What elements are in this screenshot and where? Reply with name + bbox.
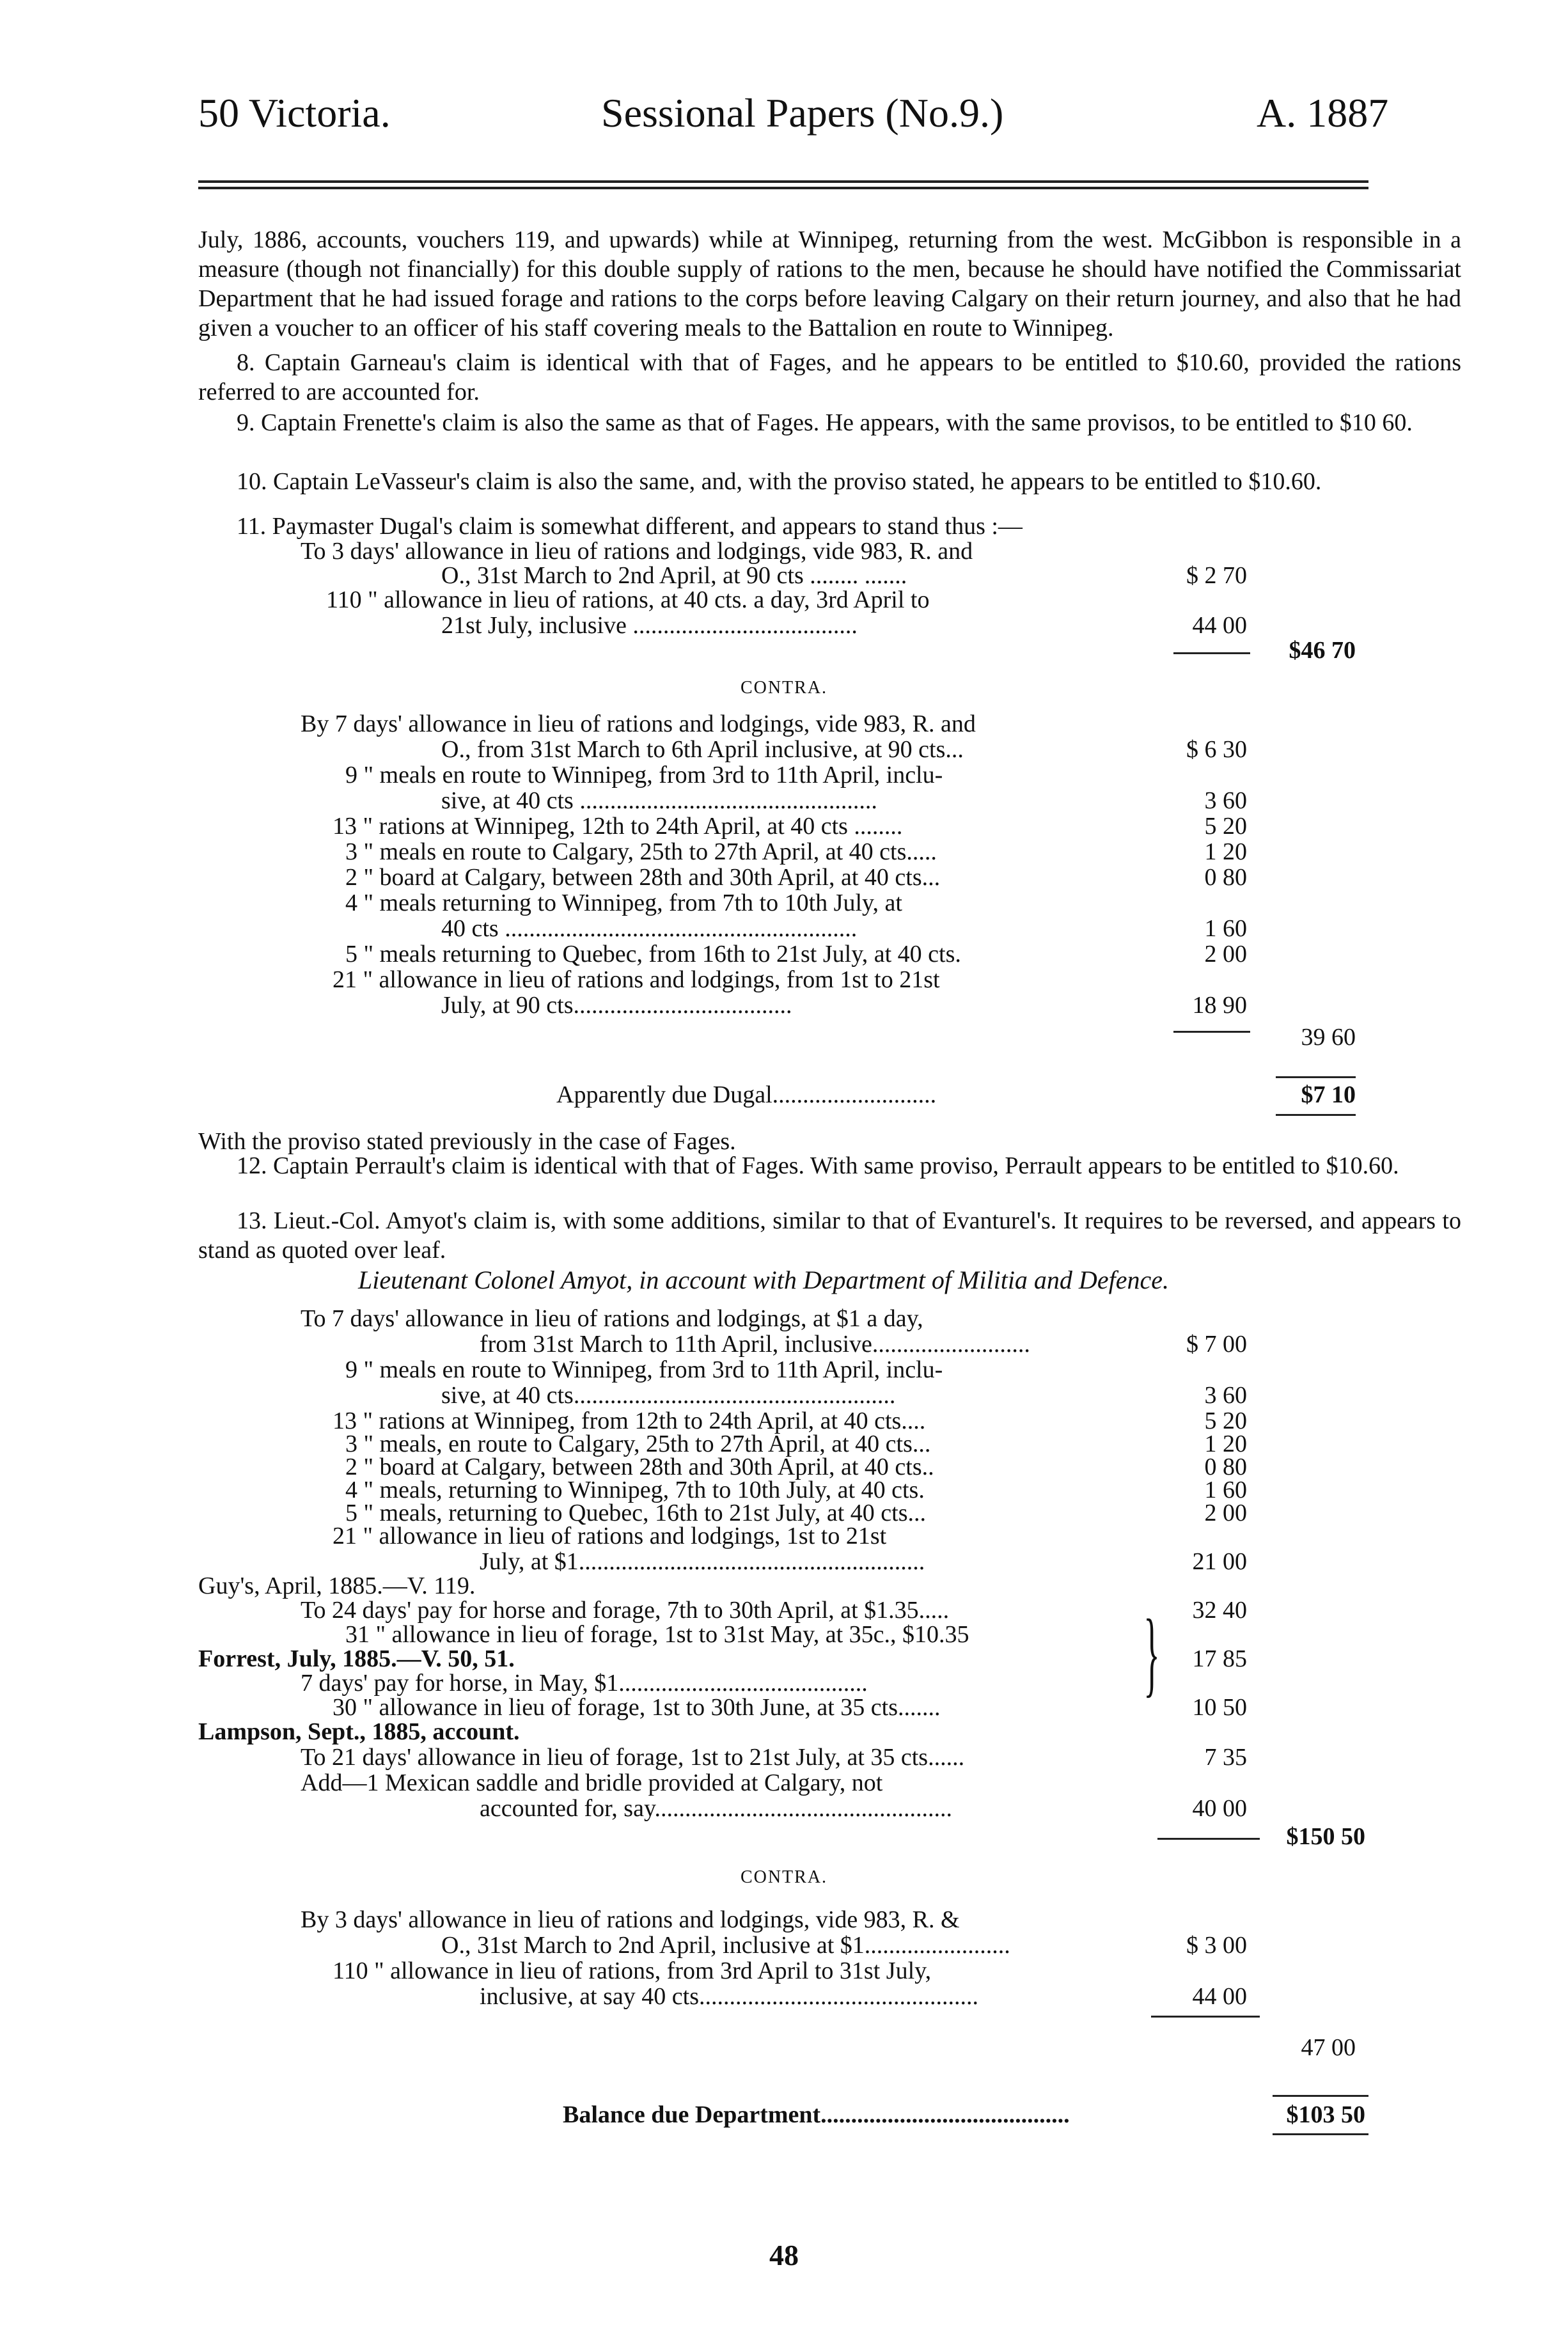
amyot-amount: $ 7 00	[1186, 1331, 1247, 1358]
header-right: A. 1887	[1257, 90, 1389, 136]
amyot-balance-rule-top	[1273, 2095, 1368, 2097]
amyot-line: To 24 days' pay for horse and forage, 7th to 30th April, at $1.35.....	[301, 1597, 950, 1624]
amyot-contra-line: inclusive, at say 40 cts..............................................	[480, 1983, 978, 2010]
dugal-contra-label: CONTRA.	[740, 678, 828, 698]
dugal-contra-line: 3 " meals en route to Calgary, 25th to 27th April, at 40 cts.....	[345, 838, 937, 865]
amyot-brace: }	[1143, 1600, 1160, 1706]
paragraph-9: 9. Captain Frenette's claim is also the same as that of Fages. He appears, with the same provisos, to be entitled to $10 60.	[237, 409, 1413, 436]
amyot-amount: 1 20	[1204, 1431, 1247, 1457]
dugal-line: To 3 days' allowance in lieu of rations and lodgings, vide 983, R. and	[301, 538, 973, 565]
amyot-amount: 7 35	[1204, 1744, 1247, 1771]
amyot-amount: 32 40	[1192, 1597, 1247, 1624]
dugal-contra-line: sive, at 40 cts .................................................	[441, 787, 877, 814]
dugal-contra-amount: 1 20	[1204, 838, 1247, 865]
dugal-line: 110 " allowance in lieu of rations, at 40 cts. a day, 3rd April to	[326, 586, 930, 613]
dugal-contra-line: 5 " meals returning to Quebec, from 16th to 21st July, at 40 cts.	[345, 941, 961, 968]
amyot-amount: 21 00	[1192, 1548, 1247, 1575]
amyot-line: To 7 days' allowance in lieu of rations and lodgings, at $1 a day,	[301, 1305, 923, 1332]
header-center: Sessional Papers (No.9.)	[601, 90, 1004, 136]
amyot-amount: 17 85	[1192, 1645, 1247, 1672]
amyot-balance-rule-bottom	[1273, 2133, 1368, 2135]
dugal-contra-total: 39 60	[1301, 1024, 1356, 1051]
dugal-contra-amount: 0 80	[1204, 864, 1247, 891]
amyot-contra-line: 110 " allowance in lieu of rations, from 3rd April to 31st July,	[333, 1957, 932, 1984]
dugal-contra-line: 2 " board at Calgary, between 28th and 30th April, at 40 cts...	[345, 864, 941, 891]
header-left: 50 Victoria.	[198, 90, 391, 136]
amyot-source-lampson: Lampson, Sept., 1885, account.	[198, 1718, 520, 1745]
paragraph-8: 8. Captain Garneau's claim is identical with that of Fages, and he appears to be entitled to $10.60, provided the rations referred to are accounted for.	[198, 349, 1461, 405]
amyot-amount: 2 00	[1204, 1500, 1247, 1526]
dugal-contra-line: 13 " rations at Winnipeg, 12th to 24th April, at 40 cts ........	[333, 813, 903, 840]
amyot-line: from 31st March to 11th April, inclusive..........................	[480, 1331, 1030, 1358]
amyot-line: sive, at 40 cts.....................................................	[441, 1382, 896, 1409]
amyot-amount: 5 20	[1204, 1407, 1247, 1434]
amyot-contra-label: CONTRA.	[740, 1867, 828, 1887]
amyot-line: 2 " board at Calgary, between 28th and 30th April, at 40 cts..	[345, 1454, 934, 1480]
amyot-line: 21 " allowance in lieu of rations and lodgings, 1st to 21st	[333, 1523, 887, 1549]
amyot-line: 30 " allowance in lieu of forage, 1st to 30th June, at 35 cts.......	[333, 1694, 941, 1721]
page-number: 48	[769, 2239, 799, 2271]
dugal-due-label: Apparently due Dugal...........................	[556, 1081, 937, 1108]
amyot-amount: 3 60	[1204, 1382, 1247, 1409]
header-rule-bottom	[198, 187, 1368, 189]
amyot-line: 4 " meals, returning to Winnipeg, 7th to 10th July, at 40 cts.	[345, 1477, 925, 1503]
paragraph-10: 10. Captain LeVasseur's claim is also the same, and, with the proviso stated, he appears to be entitled to $10.60.	[237, 468, 1322, 495]
paragraph-11: 11. Paymaster Dugal's claim is somewhat different, and appears to stand thus :—	[237, 513, 1023, 540]
amyot-contra-total: 47 00	[1301, 2034, 1356, 2061]
amyot-total: $150 50	[1286, 1823, 1365, 1850]
amyot-line: 31 " allowance in lieu of forage, 1st to 31st May, at 35c., $10.35	[345, 1621, 969, 1648]
dugal-contra-line: 9 " meals en route to Winnipeg, from 3rd to 11th April, inclu-	[345, 762, 943, 788]
amyot-contra-amount: $ 3 00	[1186, 1932, 1247, 1959]
amyot-amount: 0 80	[1204, 1454, 1247, 1480]
amyot-source-guy: Guy's, April, 1885.—V. 119.	[198, 1572, 476, 1599]
paragraph-continued: July, 1886, accounts, vouchers 119, and upwards) while at Winnipeg, returning from the west. McGibbon is responsible in a measure (though not financially) for this double supply of rations to the men, because he should have notified the Commissariat Department that he had issued forage and rations to the corps before leaving Calgary on their return journey, and also that he had given a voucher to an officer of his staff covering meals to the Battalion en route to Winnipeg.	[198, 226, 1461, 341]
dugal-line: 21st July, inclusive .....................................	[441, 612, 858, 639]
amyot-line: 13 " rations at Winnipeg, from 12th to 24th April, at 40 cts....	[333, 1407, 926, 1434]
dugal-contra-line: 40 cts ..........................................................	[441, 915, 858, 942]
amyot-line: July, at $1.........................................................	[480, 1548, 925, 1575]
amyot-source-forrest: Forrest, July, 1885.—V. 50, 51.	[198, 1645, 515, 1672]
dugal-contra-amount: 18 90	[1192, 992, 1247, 1019]
dugal-contra-amount: $ 6 30	[1186, 736, 1247, 763]
amyot-line: accounted for, say.................................................	[480, 1795, 952, 1822]
dugal-contra-amount: 3 60	[1204, 787, 1247, 814]
amyot-contra-line: By 3 days' allowance in lieu of rations and lodgings, vide 983, R. &	[301, 1906, 960, 1933]
dugal-contra-line: July, at 90 cts....................................	[441, 992, 792, 1019]
dugal-amount: 44 00	[1192, 612, 1247, 639]
dugal-line: O., 31st March to 2nd April, at 90 cts ........ .......	[441, 562, 907, 589]
paragraph-after: With the proviso stated previously in the case of Fages.	[198, 1128, 736, 1155]
amyot-line: 9 " meals en route to Winnipeg, from 3rd to 11th April, inclu-	[345, 1356, 943, 1383]
dugal-contra-line: 21 " allowance in lieu of rations and lodgings, from 1st to 21st	[333, 966, 940, 993]
amyot-amount: 40 00	[1192, 1795, 1247, 1822]
amyot-line: 5 " meals, returning to Quebec, 16th to 21st July, at 40 cts...	[345, 1500, 927, 1526]
dugal-contra-line: 4 " meals returning to Winnipeg, from 7th to 10th July, at	[345, 890, 902, 916]
amyot-line: 7 days' pay for horse, in May, $1.........................................	[301, 1670, 868, 1697]
dugal-due-rule-bottom	[1276, 1114, 1356, 1116]
dugal-contra-amount: 2 00	[1204, 941, 1247, 968]
dugal-amount: $ 2 70	[1186, 562, 1247, 589]
dugal-contra-line: O., from 31st March to 6th April inclusive, at 90 cts...	[441, 736, 964, 763]
amyot-contra-line: O., 31st March to 2nd April, inclusive at $1........................	[441, 1932, 1010, 1959]
dugal-contra-amount: 1 60	[1204, 915, 1247, 942]
amyot-amount: 1 60	[1204, 1477, 1247, 1503]
amyot-balance-amount: $103 50	[1286, 2101, 1365, 2128]
amyot-contra-rule	[1151, 2016, 1260, 2018]
dugal-total: $46 70	[1289, 637, 1356, 664]
dugal-due-amount: $7 10	[1301, 1081, 1356, 1108]
dugal-contra-line: By 7 days' allowance in lieu of rations and lodgings, vide 983, R. and	[301, 710, 976, 737]
dugal-contra-amount: 5 20	[1204, 813, 1247, 840]
amyot-line: 3 " meals, en route to Calgary, 25th to 27th April, at 40 cts...	[345, 1431, 931, 1457]
dugal-due-rule-top	[1276, 1076, 1356, 1078]
header-rule-top	[198, 180, 1368, 183]
amyot-heading: Lieutenant Colonel Amyot, in account with Department of Militia and Defence.	[358, 1266, 1169, 1294]
paragraph-13: 13. Lieut.-Col. Amyot's claim is, with some additions, similar to that of Evanturel's. It requires to be reversed, and appears to stand as quoted over leaf.	[198, 1207, 1461, 1264]
amyot-balance-label: Balance due Department.........................................	[563, 2101, 1070, 2128]
amyot-line: Add—1 Mexican saddle and bridle provided at Calgary, not	[301, 1769, 883, 1796]
paragraph-12: 12. Captain Perrault's claim is identical with that of Fages. With same proviso, Perrault appears to be entitled to $10.60.	[237, 1152, 1399, 1179]
amyot-amount: 10 50	[1192, 1694, 1247, 1721]
amyot-contra-amount: 44 00	[1192, 1983, 1247, 2010]
amyot-line: To 21 days' allowance in lieu of forage, 1st to 21st July, at 35 cts......	[301, 1744, 965, 1771]
